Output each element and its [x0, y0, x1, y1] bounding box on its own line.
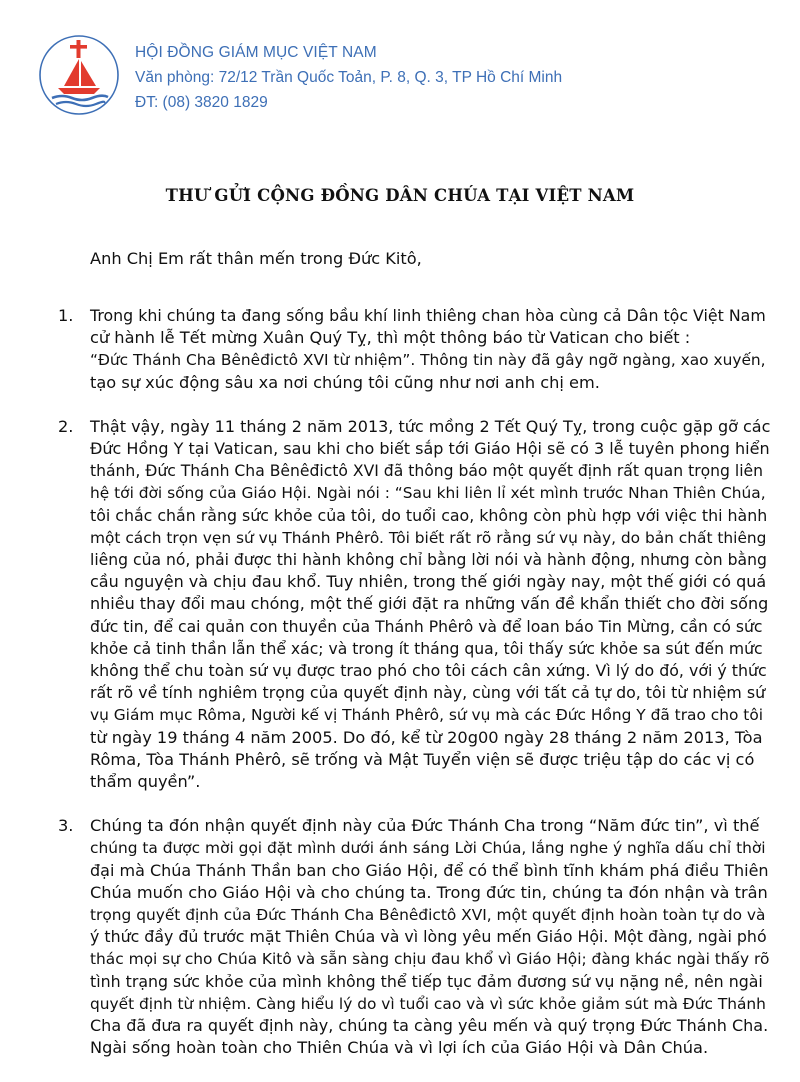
paragraph-line: Trong khi chúng ta đang sống bầu khí linh thiêng chan hòa cùng cả Dân tộc Việt Nam [90, 306, 766, 325]
paragraph-line: khỏe cả tinh thần lẫn thể xác; và trong ít tháng qua, tôi thấy sức khỏe sa sút đến mức [90, 639, 763, 658]
paragraph-number: 3. [58, 816, 74, 836]
paragraph-line: hệ tới đời sống của Giáo Hội. Ngài nói : “Sau khi liên lỉ xét mình trước Nhan Thiên Chúa, [90, 484, 766, 503]
org-address: Văn phòng: 72/12 Trần Quốc Toản, P. 8, Q. 3, TP Hồ Chí Minh [135, 69, 563, 86]
paragraph-line: tôi chắc chắn rằng sức khỏe của tôi, do tuổi cao, không còn phù hợp với việc thi hành [90, 505, 768, 525]
paragraph-number: 2. [58, 416, 74, 436]
paragraph-number: 1. [58, 306, 74, 325]
paragraph-line: đức tin, để cai quản con thuyền của Thánh Phêrô và để loan báo Tin Mừng, cần có sức [90, 617, 763, 636]
paragraph-line: Thật vậy, ngày 11 tháng 2 năm 2013, tức mồng 2 Tết Quý Tỵ, trong cuộc gặp gỡ các [90, 416, 771, 436]
paragraph-line: cử hành lễ Tết mừng Xuân Quý Tỵ, thì một thông báo từ Vatican cho biết : [90, 328, 691, 348]
paragraph-line: đại mà Chúa Thánh Thần ban cho Giáo Hội, để có thể bình tĩnh khám phá điều Thiên [90, 860, 769, 880]
org-name: HỘI ĐỒNG GIÁM MỤC VIỆT NAM [135, 44, 377, 61]
paragraph-line: Chúa muốn cho Giáo Hội và cho chúng ta. Trong đức tin, chúng ta đón nhận và trân [90, 882, 768, 902]
letterhead [38, 34, 778, 124]
paragraph-line: Cha đã đưa ra quyết định này, chúng ta càng yêu mến và quý trọng Đức Thánh Cha. [90, 1016, 769, 1036]
paragraph-line: từ ngày 19 tháng 4 năm 2005. Do đó, kể từ 20g00 ngày 28 tháng 2 năm 2013, Tòa [90, 727, 763, 747]
paragraph-line: thánh, Đức Thánh Cha Bênêđictô XVI đã thông báo một quyết định rất quan trọng liên [90, 462, 764, 481]
paragraph-2 [58, 416, 770, 793]
paragraph-line: Rôma, Tòa Thánh Phêrô, sẽ trống và Mật Tuyển viện sẽ được triệu tập do các vị có [90, 749, 755, 769]
paragraph-line: thác mọi sự cho Chúa Kitô và sẵn sàng chịu đau khổ vì Giáo Hội; đàng khác ngài thấy rõ [90, 950, 770, 969]
paragraph-line: liêng của nó, phải được thi hành không chỉ bằng lời nói và hành động, nhưng còn bằng [90, 551, 767, 570]
paragraph-line: trọng quyết định của Đức Thánh Cha Bênêđictô XVI, một quyết định hoàn toàn tự do và [90, 906, 766, 925]
paragraph-line: một cách trọn vẹn sứ vụ Thánh Phêrô. Tôi biết rất rõ rằng sứ vụ này, do bản chất thiêng [90, 528, 767, 547]
paragraph-line: rất rõ về tính nghiêm trọng của quyết định này, cùng với tất cả tự do, tôi từ nhiệm sứ [90, 683, 766, 703]
paragraph-line: Đức Hồng Y tại Vatican, sau khi cho biết sắp tới Giáo Hội sẽ có 3 lễ tuyên phong hiển [90, 439, 770, 459]
org-phone: ĐT: (08) 3820 1829 [135, 94, 268, 111]
paragraph-3 [58, 815, 770, 1059]
paragraph-line: Ngài sống hoàn toàn cho Thiên Chúa và vì lợi ích của Giáo Hội và Dân Chúa. [90, 1038, 709, 1058]
org-info [135, 40, 562, 115]
paragraph-line: thẩm quyền”. [90, 772, 201, 792]
paragraph-line: không thể chu toàn sứ vụ được trao phó cho tôi cách cân xứng. Vì lý do đó, với ý thức [90, 661, 767, 681]
paragraph-line: chúng ta được mời gọi đặt mình dưới ánh sáng Lời Chúa, lắng nghe ý nghĩa dấu chỉ thời [90, 839, 766, 858]
paragraph-line: tình trạng sức khỏe của mình không thể tiếp tục đảm đương sứ vụ nặng nề, nên ngài [90, 971, 763, 991]
salutation: Anh Chị Em rất thân mến trong Đức Kitô, [90, 249, 422, 268]
paragraph-line: nhiều thay đổi mau chóng, một thế giới đặt ra những vấn đề khẩn thiết cho đời sống [90, 594, 769, 614]
paragraph-1 [58, 305, 770, 394]
paragraph-line: cầu nguyện và chịu đau khổ. Tuy nhiên, trong thế giới ngày nay, một thế giới có quá [90, 572, 767, 592]
paragraph-line: tạo sự xúc động sâu xa nơi chúng tôi cũng như nơi anh chị em. [90, 372, 600, 392]
paragraph-line: vụ Giám mục Rôma, Người kế vị Thánh Phêrô, sứ vụ mà các Đức Hồng Y đã trao cho tôi [90, 706, 764, 725]
paragraph-line: “Đức Thánh Cha Bênêđictô XVI từ nhiệm”. Thông tin này đã gây ngỡ ngàng, xao xuyến, [90, 351, 766, 370]
paragraph-line: quyết định từ nhiệm. Càng hiểu lý do vì tuổi cao và vì sức khỏe giảm sút mà Đức Thánh [90, 994, 766, 1013]
document-title: THƯ GỬI CỘNG ĐỒNG DÂN CHÚA TẠI VIỆT NAM [165, 186, 635, 205]
letter-body [58, 305, 770, 1082]
cross-boat-logo-icon [38, 34, 120, 116]
paragraph-line: ý thức đầy đủ trước mặt Thiên Chúa và vì lòng yêu mến Giáo Hội. Một đàng, ngài phó [90, 927, 767, 947]
paragraph-line: Chúng ta đón nhận quyết định này của Đức Thánh Cha trong “Năm đức tin”, vì thế [90, 816, 760, 836]
